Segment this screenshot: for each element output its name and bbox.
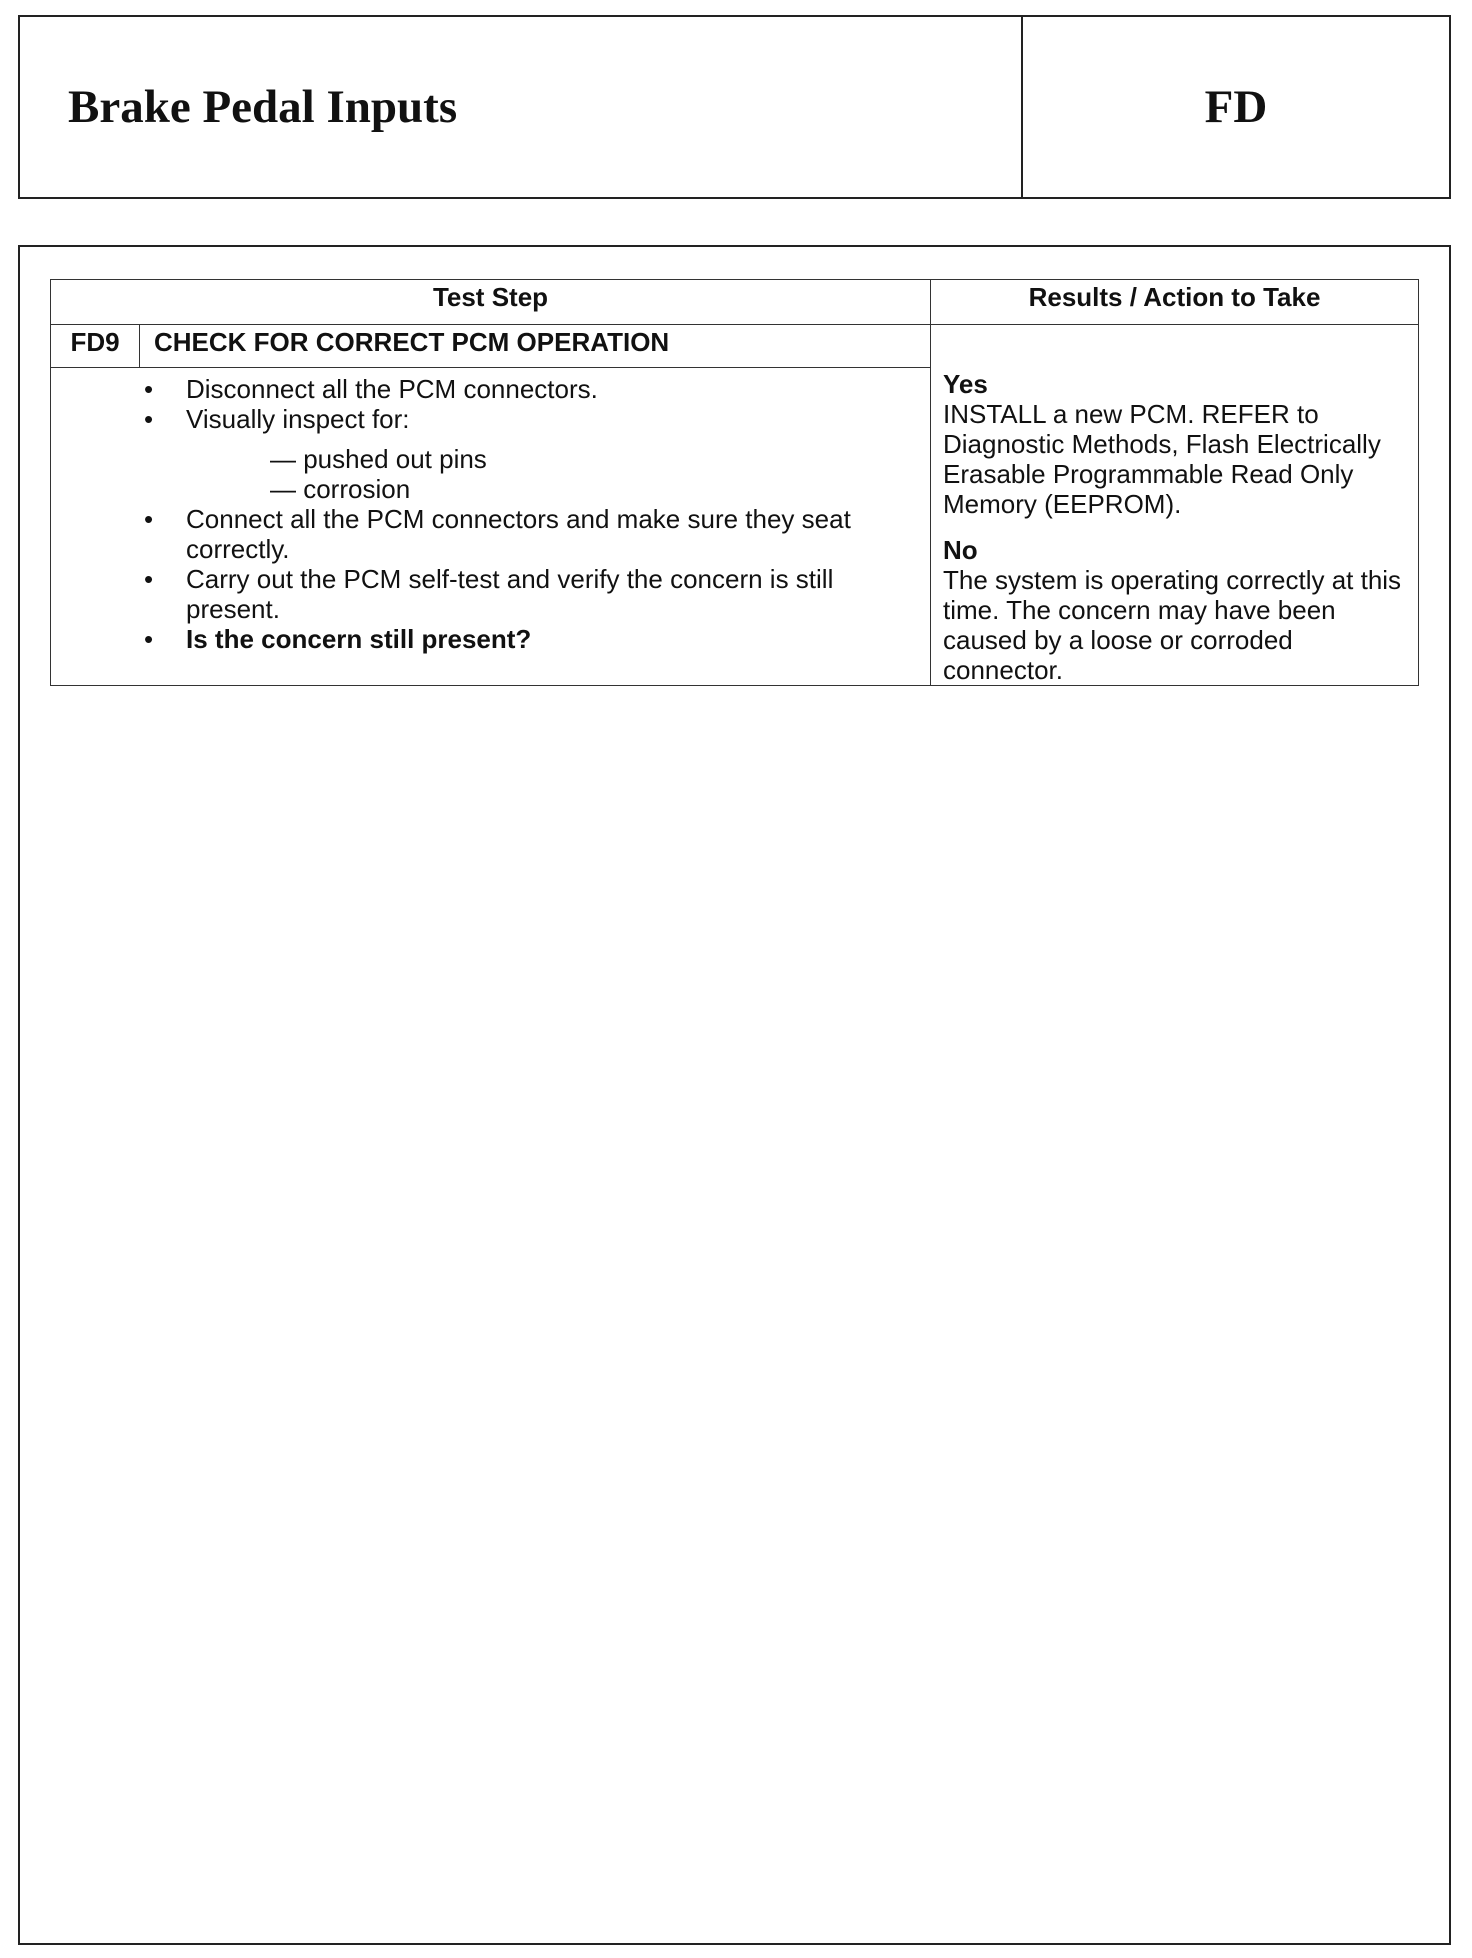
step-title-row [51, 325, 1419, 368]
sub-list-item: — pushed out pins [270, 444, 487, 474]
bullet-icon: • [144, 624, 154, 654]
page-title: Brake Pedal Inputs [68, 81, 458, 133]
table-header-row [51, 280, 1419, 325]
list-item [144, 564, 930, 624]
step-id: FD9 [51, 325, 140, 368]
list-item [144, 504, 930, 564]
instruction-list [51, 374, 930, 654]
no-label: No [943, 535, 978, 565]
yes-text: INSTALL a new PCM. REFER to Diagnostic Methods, Flash Electrically Erasable Programmable Read Only Memory (EEPROM). [943, 399, 1381, 519]
instruction-text: Carry out the PCM self-test and verify the concern is still present. [186, 564, 834, 624]
yes-label: Yes [943, 369, 988, 399]
step-title: CHECK FOR CORRECT PCM OPERATION [140, 325, 931, 368]
results-cell [931, 325, 1419, 686]
col-header-results: Results / Action to Take [931, 280, 1419, 325]
bullet-icon: • [144, 374, 154, 404]
instruction-question: Is the concern still present? [186, 624, 532, 654]
instruction-text: Visually inspect for: [186, 404, 410, 434]
instruction-text: Connect all the PCM connectors and make sure they seat correctly. [186, 504, 851, 564]
content-box [18, 245, 1451, 1945]
sub-list-item: — corrosion [270, 474, 411, 504]
bullet-icon: • [144, 564, 154, 594]
list-item [144, 374, 930, 404]
test-step-table [50, 279, 1419, 686]
header-box [18, 15, 1451, 199]
instruction-text: Disconnect all the PCM connectors. [186, 374, 598, 404]
header-title-cell [20, 17, 1023, 197]
list-item [144, 404, 930, 504]
bullet-icon: • [144, 404, 154, 434]
section-code: FD [1204, 81, 1268, 133]
col-header-test-step: Test Step [51, 280, 931, 325]
results-spacer [943, 519, 1408, 535]
sub-list [186, 444, 930, 504]
header-code-cell [1023, 17, 1449, 197]
bullet-icon: • [144, 504, 154, 534]
instructions-cell [51, 368, 931, 686]
no-text: The system is operating correctly at this time. The concern may have been caused by a loose or corroded connector. [943, 565, 1402, 685]
list-item [144, 624, 930, 654]
